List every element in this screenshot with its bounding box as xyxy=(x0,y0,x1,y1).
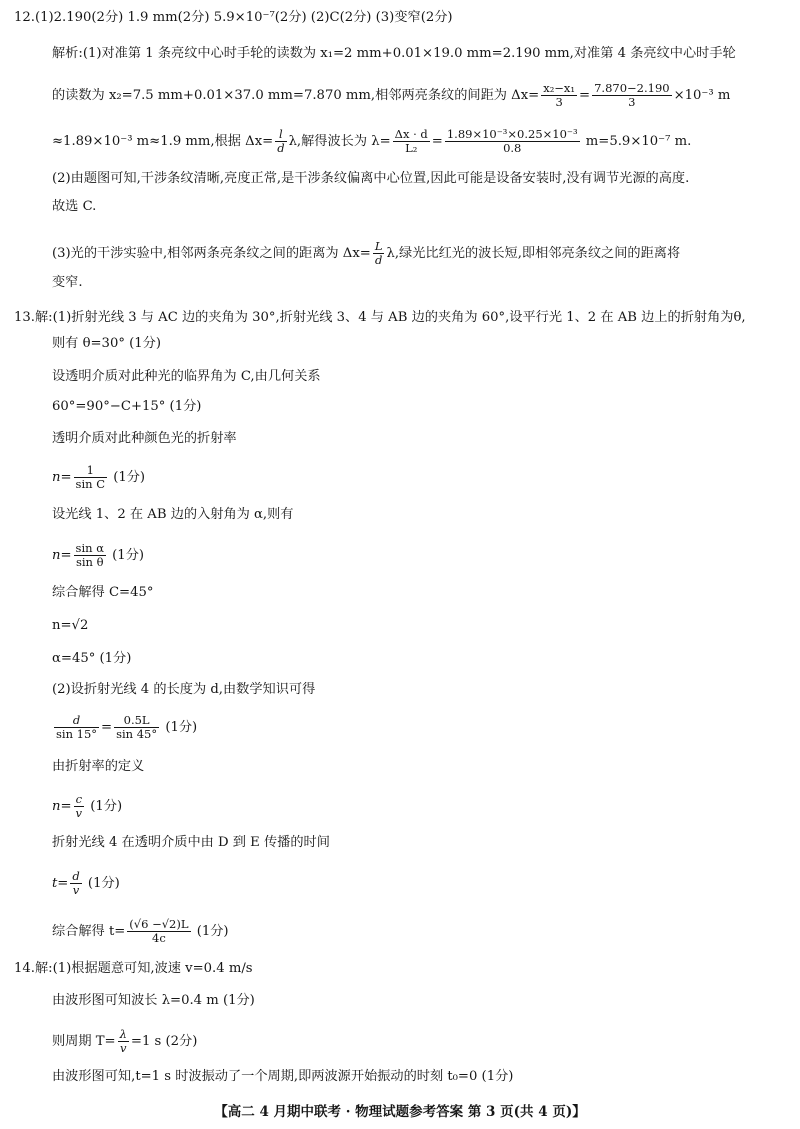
denominator: sin 45° xyxy=(116,727,158,741)
text: 的读数为 x₂=7.5 mm+0.01×37.0 mm=7.870 mm,相邻两亮条纹的间距为 Δx= xyxy=(52,88,540,103)
page-footer: 【高二 4 月期中联考 · 物理试题参考答案 第 3 页(共 4 页)】 xyxy=(214,1104,586,1120)
q12-part2-line-2: 故选 C. xyxy=(52,199,97,214)
denominator: sin 15° xyxy=(56,727,98,741)
q13-line-12: (2)设折射光线 4 的长度为 d,由数学知识可得 xyxy=(52,682,316,697)
text: (1分) xyxy=(86,799,123,814)
fraction xyxy=(275,128,286,155)
text: (3)光的干涉实验中,相邻两条亮条纹之间的距离为 Δx= xyxy=(52,246,371,261)
fraction xyxy=(118,1028,129,1055)
q13-line-4: 60°=90°−C+15° (1分) xyxy=(52,399,202,414)
denominator: v xyxy=(72,883,80,897)
numerator: 0.5L xyxy=(114,714,159,728)
q14-line-3 xyxy=(52,1028,197,1055)
q12-part3-line-2: 变窄. xyxy=(52,275,83,290)
q13-line-9: 综合解得 C=45° xyxy=(52,585,154,600)
q12-analysis-line-1: 解析:(1)对准第 1 条亮纹中心时手轮的读数为 x₁=2 mm+0.01×19.0 mm=2.190 mm,对准第 4 条亮纹中心时手轮 xyxy=(52,46,736,61)
numerator: (√6 −√2)L xyxy=(129,917,189,931)
denominator: v xyxy=(120,1041,127,1055)
text: (1分) xyxy=(161,720,198,735)
text: = xyxy=(579,88,591,103)
numerator: Δx · d xyxy=(394,127,428,141)
fraction xyxy=(74,542,106,569)
text: λ,解得波长为 λ= xyxy=(288,134,391,149)
text: (1分) xyxy=(107,548,145,563)
numerator: 7.870−2.190 xyxy=(594,81,670,95)
q13-line-11: α=45° (1分) xyxy=(52,651,132,666)
q13-line-3: 设透明介质对此种光的临界角为 C,由几何关系 xyxy=(52,369,321,384)
q13-line-10: n=√2 xyxy=(52,618,89,633)
denominator: 0.8 xyxy=(503,141,522,155)
fraction xyxy=(74,464,107,491)
fraction xyxy=(54,714,99,741)
numerator: L xyxy=(374,239,383,253)
text: =1 s (2分) xyxy=(130,1034,198,1049)
q13-line-6 xyxy=(52,464,145,491)
numerator: 1.89×10⁻³×0.25×10⁻³ xyxy=(446,127,578,141)
denominator: 3 xyxy=(555,95,563,109)
text: λ,绿光比红光的波长短,即相邻亮条纹之间的距离将 xyxy=(386,246,681,261)
q13-line-1: 13.解:(1)折射光线 3 与 AC 边的夹角为 30°,折射光线 3、4 与 AB 边的夹角为 60°,设平行光 1、2 在 AB 边上的折射角为θ, xyxy=(14,310,746,325)
q13-line-14: 由折射率的定义 xyxy=(52,759,145,774)
text: n= xyxy=(52,470,72,485)
text: 则周期 T= xyxy=(52,1034,116,1049)
q12-answer-summary: 12.(1)2.190(2分) 1.9 mm(2分) 5.9×10⁻⁷(2分) (2)C(2分) (3)变窄(2分) xyxy=(14,10,453,25)
text: n= xyxy=(52,799,72,814)
q12-part2-line-1: (2)由题图可知,干涉条纹清晰,亮度正常,是干涉条纹偏离中心位置,因此可能是设备安装时,没有调节光源的高度. xyxy=(52,171,690,186)
text: ×10⁻³ m xyxy=(673,88,731,103)
q13-line-16: 折射光线 4 在透明介质中由 D 到 E 传播的时间 xyxy=(52,835,330,850)
denominator: d xyxy=(374,253,383,267)
q13-line-17 xyxy=(52,870,120,897)
q13-line-8 xyxy=(52,542,144,569)
q13-line-13 xyxy=(52,714,197,741)
fraction xyxy=(393,128,430,155)
numerator: c xyxy=(74,793,85,807)
numerator: sin α xyxy=(75,541,104,555)
denominator: 3 xyxy=(628,95,636,109)
text: (1分) xyxy=(109,470,146,485)
q12-analysis-line-3 xyxy=(52,128,691,155)
text: 综合解得 t= xyxy=(52,924,126,939)
text: (1分) xyxy=(192,924,229,939)
numerator: l xyxy=(275,128,286,142)
fraction xyxy=(70,870,81,897)
numerator: d xyxy=(54,714,99,728)
fraction xyxy=(373,240,385,267)
denominator: L₂ xyxy=(405,141,418,155)
numerator: 1 xyxy=(74,464,107,478)
fraction xyxy=(541,82,577,109)
denominator: sin θ xyxy=(75,555,104,569)
q14-line-4: 由波形图可知,t=1 s 时波振动了一个周期,即两波源开始振动的时刻 t₀=0 (1分) xyxy=(52,1069,514,1084)
q13-line-2: 则有 θ=30° (1分) xyxy=(52,336,161,351)
text: = xyxy=(431,134,443,149)
fraction xyxy=(592,82,671,109)
numerator: x₂−x₁ xyxy=(543,81,576,95)
q13-line-7: 设光线 1、2 在 AB 边的入射角为 α,则有 xyxy=(52,507,294,522)
q13-line-18 xyxy=(52,918,229,945)
numerator: λ xyxy=(119,1027,127,1041)
q13-line-15 xyxy=(52,793,122,820)
denominator: 4c xyxy=(152,931,166,945)
text: = xyxy=(101,720,113,735)
q12-analysis-line-2 xyxy=(52,82,730,109)
text: n= xyxy=(52,548,72,563)
numerator: d xyxy=(72,869,80,883)
denominator: v xyxy=(75,806,83,820)
text: t= xyxy=(52,876,69,891)
denominator: d xyxy=(277,141,285,155)
q12-part3-line-1 xyxy=(52,240,680,267)
q14-line-2: 由波形图可知波长 λ=0.4 m (1分) xyxy=(52,993,255,1008)
fraction xyxy=(74,793,85,820)
text: ≈1.89×10⁻³ m≈1.9 mm,根据 Δx= xyxy=(52,134,274,149)
fraction xyxy=(445,128,580,155)
fraction xyxy=(114,714,159,741)
text: (1分) xyxy=(83,876,120,891)
q13-line-5: 透明介质对此种颜色光的折射率 xyxy=(52,431,237,446)
denominator: sin C xyxy=(75,477,105,491)
text: m=5.9×10⁻⁷ m. xyxy=(581,134,692,149)
fraction xyxy=(127,918,190,945)
q14-line-1: 14.解:(1)根据题意可知,波速 v=0.4 m/s xyxy=(14,961,253,976)
